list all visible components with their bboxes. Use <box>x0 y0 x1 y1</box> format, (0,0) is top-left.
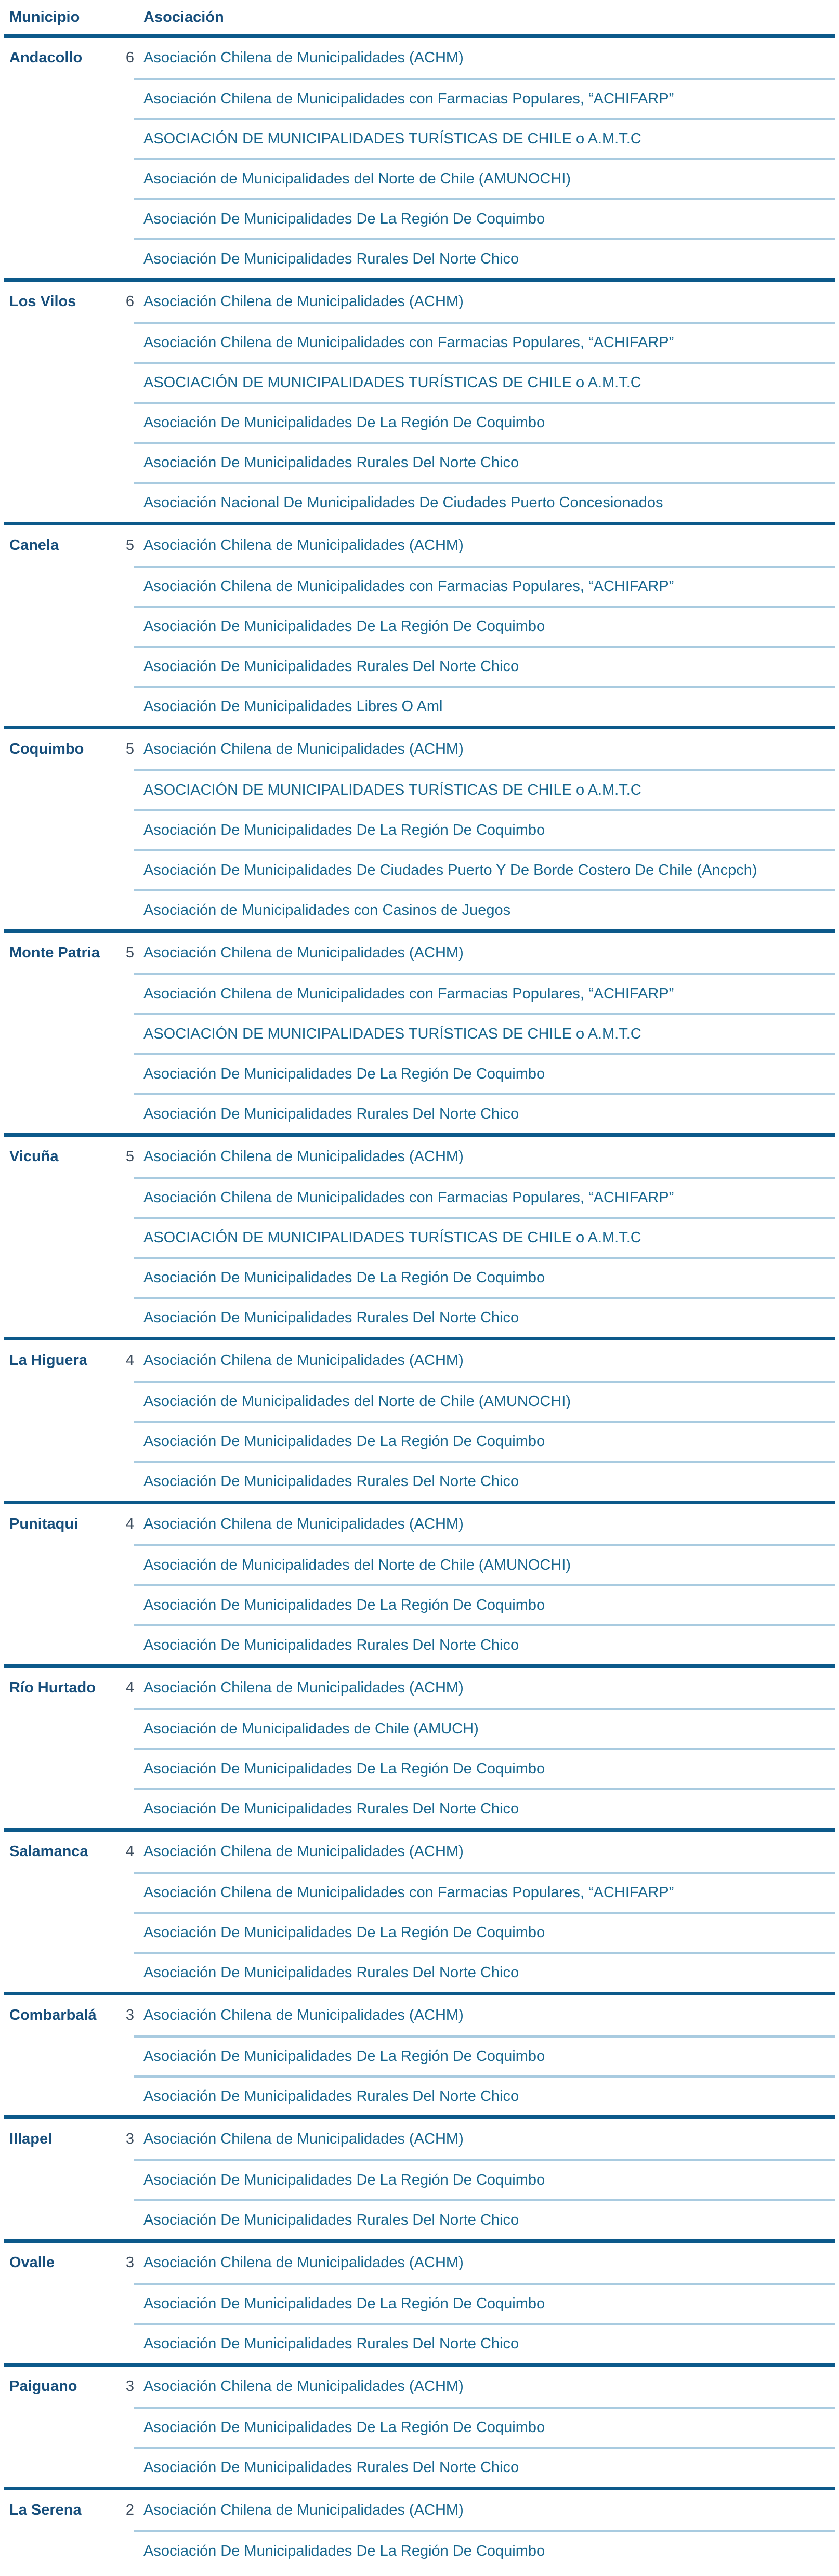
asociacion-list <box>134 282 835 522</box>
asociacion-cell: Asociación Chilena de Municipalidades (ACHM) <box>143 1679 464 1696</box>
association-count: 5 <box>125 741 134 757</box>
association-count: 3 <box>125 2007 134 2023</box>
asociacion-cell: Asociación De Municipalidades De La Región De Coquimbo <box>134 1748 835 1788</box>
asociacion-cell: Asociación De Municipalidades Rurales Del Norte Chico <box>134 2323 835 2363</box>
association-count: 6 <box>125 293 134 310</box>
association-count: 4 <box>125 1843 134 1860</box>
municipio-group <box>4 38 835 282</box>
asociacion-cell: Asociación de Municipalidades del Norte de Chile (AMUNOCHI) <box>134 158 835 198</box>
asociacion-list <box>134 1668 835 1828</box>
asociacion-cell: Asociación Nacional De Municipalidades De Ciudades Puerto Concesionados <box>134 482 835 522</box>
municipio-group <box>4 282 835 525</box>
asociacion-cell: Asociación De Municipalidades De La Región De Coquimbo <box>134 198 835 238</box>
association-count: 3 <box>125 2254 134 2271</box>
asociacion-cell: Asociación Chilena de Municipalidades con Farmacias Populares, “ACHIFARP” <box>134 1177 835 1217</box>
asociacion-cell: Asociación De Municipalidades Rurales Del Norte Chico <box>134 442 835 482</box>
asociacion-cell: Asociación Chilena de Municipalidades con Farmacias Populares, “ACHIFARP” <box>134 322 835 362</box>
municipio-group <box>4 525 835 729</box>
asociacion-cell: Asociación Chilena de Municipalidades con Farmacias Populares, “ACHIFARP” <box>134 78 835 118</box>
municipio-group <box>4 2243 835 2367</box>
municipio-name: Illapel <box>9 2131 53 2147</box>
association-count: 4 <box>125 1516 134 1532</box>
asociacion-cell: Asociación De Municipalidades Rurales Del Norte Chico <box>134 1788 835 1828</box>
association-count: 5 <box>125 944 134 961</box>
asociacion-list <box>134 2367 835 2487</box>
asociacion-list <box>134 2243 835 2363</box>
asociacion-cell: Asociación De Municipalidades De La Región De Coquimbo <box>134 2159 835 2199</box>
asociacion-cell: Asociación De Municipalidades De La Región De Coquimbo <box>134 2407 835 2447</box>
asociacion-cell: Asociación Chilena de Municipalidades (ACHM) <box>143 49 464 66</box>
asociacion-cell: Asociación De Municipalidades De La Región De Coquimbo <box>134 2035 835 2075</box>
asociacion-cell: Asociación De Municipalidades Rurales Del Norte Chico <box>134 1461 835 1501</box>
asociacion-cell: Asociación Chilena de Municipalidades (ACHM) <box>143 741 464 757</box>
asociacion-cell: Asociación Chilena de Municipalidades (ACHM) <box>143 2007 464 2023</box>
asociacion-cell: Asociación Chilena de Municipalidades (ACHM) <box>143 2378 464 2395</box>
asociacion-list <box>134 2119 835 2239</box>
asociacion-cell: Asociación Chilena de Municipalidades (ACHM) <box>143 2254 464 2271</box>
municipio-name: Andacollo <box>9 49 83 66</box>
asociacion-cell: Asociación De Municipalidades Rurales Del Norte Chico <box>134 1297 835 1337</box>
asociacion-cell: ASOCIACIÓN DE MUNICIPALIDADES TURÍSTICAS DE CHILE o A.M.T.C <box>134 1217 835 1257</box>
municipio-name: Punitaqui <box>9 1516 78 1532</box>
asociacion-cell: Asociación De Municipalidades Rurales Del Norte Chico <box>134 1952 835 1992</box>
asociacion-cell: Asociación De Municipalidades De La Región De Coquimbo <box>134 2283 835 2323</box>
municipio-group <box>4 1137 835 1340</box>
asociacion-list <box>134 38 835 278</box>
municipio-name: Canela <box>9 537 59 554</box>
asociacion-list <box>134 729 835 929</box>
asociacion-cell: Asociación de Municipalidades del Norte de Chile (AMUNOCHI) <box>134 1544 835 1584</box>
municipio-name: Combarbalá <box>9 2007 97 2023</box>
asociacion-cell: Asociación De Municipalidades Rurales Del Norte Chico <box>134 238 835 278</box>
asociacion-cell: Asociación de Municipalidades con Casinos de Juegos <box>134 889 835 929</box>
asociacion-cell: Asociación De Municipalidades De La Región De Coquimbo <box>134 1584 835 1624</box>
asociacion-cell: Asociación Chilena de Municipalidades (ACHM) <box>143 537 464 554</box>
municipio-group <box>4 2367 835 2490</box>
asociacion-cell: Asociación De Municipalidades De La Región De Coquimbo <box>134 1912 835 1952</box>
asociacion-cell: ASOCIACIÓN DE MUNICIPALIDADES TURÍSTICAS DE CHILE o A.M.T.C <box>134 769 835 809</box>
table-body <box>4 38 835 2570</box>
municipio-name: Río Hurtado <box>9 1679 96 1696</box>
municipio-name: Paiguano <box>9 2378 77 2395</box>
asociacion-cell: Asociación De Municipalidades Rurales Del Norte Chico <box>134 2447 835 2487</box>
municipio-name: La Serena <box>9 2502 82 2518</box>
asociacion-cell: Asociación Chilena de Municipalidades (ACHM) <box>143 293 464 310</box>
asociacion-cell: Asociación Chilena de Municipalidades (ACHM) <box>143 1148 464 1165</box>
asociacion-cell: ASOCIACIÓN DE MUNICIPALIDADES TURÍSTICAS DE CHILE o A.M.T.C <box>134 362 835 402</box>
asociacion-cell: Asociación Chilena de Municipalidades (ACHM) <box>143 1843 464 1860</box>
asociacion-cell: Asociación Chilena de Municipalidades con Farmacias Populares, “ACHIFARP” <box>134 566 835 606</box>
municipio-name: La Higuera <box>9 1352 87 1369</box>
asociacion-cell: ASOCIACIÓN DE MUNICIPALIDADES TURÍSTICAS DE CHILE o A.M.T.C <box>134 118 835 158</box>
association-count: 5 <box>125 1148 134 1165</box>
asociacion-cell: Asociación De Municipalidades De La Región De Coquimbo <box>134 1257 835 1297</box>
table-header-row <box>4 0 835 38</box>
asociacion-list <box>134 1137 835 1337</box>
asociacion-cell: Asociación de Municipalidades del Norte de Chile (AMUNOCHI) <box>134 1381 835 1421</box>
asociacion-cell: Asociación De Municipalidades De La Región De Coquimbo <box>134 1421 835 1461</box>
asociacion-cell: Asociación Chilena de Municipalidades con Farmacias Populares, “ACHIFARP” <box>134 973 835 1013</box>
asociacion-cell: Asociación De Municipalidades Rurales Del Norte Chico <box>134 646 835 686</box>
column-header-asociacion: Asociación <box>143 8 224 25</box>
column-header-municipio: Municipio <box>9 8 80 25</box>
municipio-name: Vicuña <box>9 1148 59 1165</box>
association-count: 3 <box>125 2378 134 2395</box>
asociacion-cell: Asociación De Municipalidades De La Región De Coquimbo <box>134 1053 835 1093</box>
municipio-name: Coquimbo <box>9 741 84 757</box>
asociacion-cell: Asociación de Municipalidades de Chile (AMUCH) <box>134 1708 835 1748</box>
asociacion-list <box>134 933 835 1133</box>
municipio-group <box>4 1668 835 1832</box>
municipio-group <box>4 2119 835 2243</box>
association-count: 6 <box>125 49 134 66</box>
association-count: 5 <box>125 537 134 554</box>
asociacion-cell: Asociación De Municipalidades Rurales Del Norte Chico <box>134 1624 835 1664</box>
asociacion-list <box>134 2490 835 2570</box>
asociacion-cell: Asociación De Municipalidades De La Región De Coquimbo <box>134 606 835 646</box>
municipio-group <box>4 1832 835 1995</box>
asociacion-cell: Asociación Chilena de Municipalidades (ACHM) <box>143 2131 464 2147</box>
asociacion-cell: Asociación Chilena de Municipalidades con Farmacias Populares, “ACHIFARP” <box>134 1872 835 1912</box>
asociacion-cell: Asociación Chilena de Municipalidades (ACHM) <box>143 944 464 961</box>
asociacion-cell: Asociación De Municipalidades De Ciudades Puerto Y De Borde Costero De Chile (Ancpch) <box>134 849 835 889</box>
asociacion-cell: Asociación De Municipalidades De La Región De Coquimbo <box>134 809 835 849</box>
asociacion-cell: Asociación De Municipalidades Rurales Del Norte Chico <box>134 2199 835 2239</box>
association-count: 3 <box>125 2131 134 2147</box>
asociacion-cell: ASOCIACIÓN DE MUNICIPALIDADES TURÍSTICAS DE CHILE o A.M.T.C <box>134 1013 835 1053</box>
municipio-name: Ovalle <box>9 2254 55 2271</box>
asociacion-list <box>134 1832 835 1992</box>
municipio-group <box>4 2490 835 2570</box>
asociacion-list <box>134 1504 835 1664</box>
municipio-name: Monte Patria <box>9 944 100 961</box>
municipio-group <box>4 1340 835 1504</box>
asociacion-cell: Asociación Chilena de Municipalidades (ACHM) <box>143 2502 464 2518</box>
asociacion-list <box>134 525 835 726</box>
asociacion-cell: Asociación De Municipalidades Rurales Del Norte Chico <box>134 2075 835 2115</box>
municipio-group <box>4 933 835 1137</box>
municipio-name: Los Vilos <box>9 293 76 310</box>
asociacion-cell: Asociación De Municipalidades De La Región De Coquimbo <box>134 402 835 442</box>
municipio-group <box>4 1504 835 1668</box>
association-count: 4 <box>125 1352 134 1369</box>
asociacion-list <box>134 1340 835 1501</box>
municipio-group <box>4 1995 835 2119</box>
asociacion-cell: Asociación De Municipalidades Rurales Del Norte Chico <box>134 1093 835 1133</box>
asociacion-cell: Asociación De Municipalidades De La Región De Coquimbo <box>134 2530 835 2570</box>
municipio-name: Salamanca <box>9 1843 88 1860</box>
association-count: 2 <box>125 2502 134 2518</box>
municipio-group <box>4 729 835 933</box>
asociacion-cell: Asociación Chilena de Municipalidades (ACHM) <box>143 1516 464 1532</box>
asociacion-cell: Asociación Chilena de Municipalidades (ACHM) <box>143 1352 464 1369</box>
asociacion-cell: Asociación De Municipalidades Libres O Aml <box>134 686 835 726</box>
association-count: 4 <box>125 1679 134 1696</box>
asociacion-list <box>134 1995 835 2115</box>
